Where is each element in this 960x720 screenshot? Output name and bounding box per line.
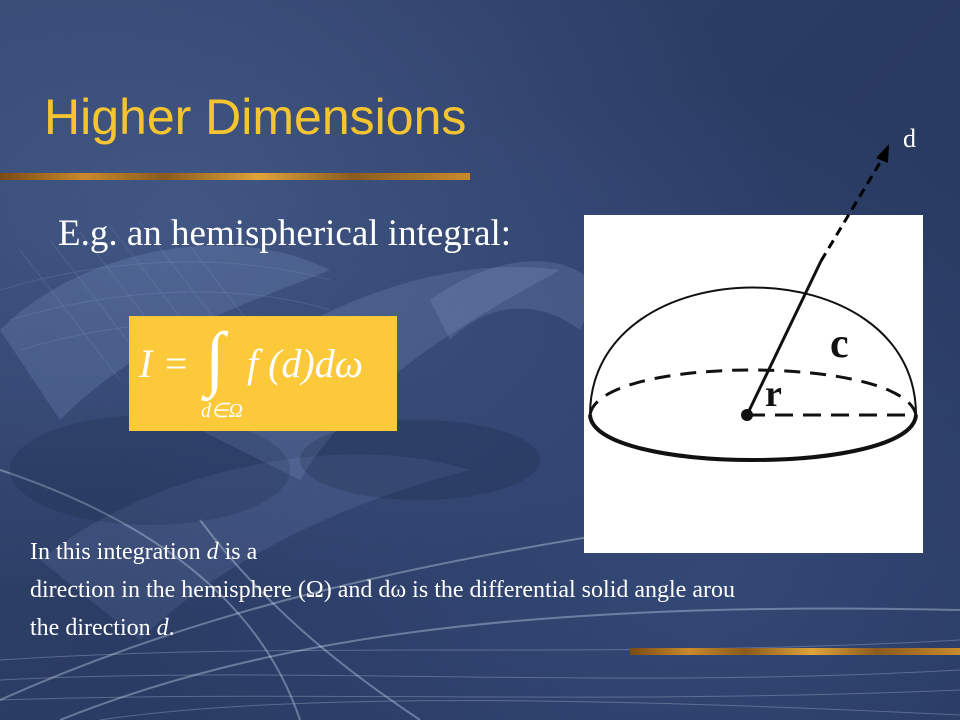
hemisphere-dome (590, 288, 916, 416)
formula-subscript: d∈Ω (201, 400, 243, 422)
slide-title: Higher Dimensions (44, 89, 467, 145)
description-line-3: the direction d. (30, 615, 175, 641)
slide-subtitle: E.g. an hemispherical integral: (58, 213, 512, 254)
base-front-arc (590, 415, 916, 460)
direction-segment-inner (747, 261, 821, 415)
formula-lhs: I = (139, 341, 190, 386)
formula-integral-sign: ∫ (205, 318, 225, 398)
description-text (30, 533, 735, 647)
radius-label: r (765, 373, 782, 415)
footer-accent-bar (630, 648, 960, 655)
hemisphere-figure (584, 215, 923, 553)
base-back-arc (590, 370, 916, 415)
description-line-1: In this integration d is a (30, 539, 258, 565)
title-underline-bar (0, 173, 470, 180)
formula-box (129, 316, 397, 431)
curve-label: c (830, 321, 849, 367)
hemisphere-diagram (584, 215, 923, 553)
formula-integrand: f (d)dω (247, 341, 363, 386)
direction-label: d (903, 124, 916, 153)
description-line-2: direction in the hemisphere (Ω) and dω is the differential solid angle arou (30, 577, 735, 603)
